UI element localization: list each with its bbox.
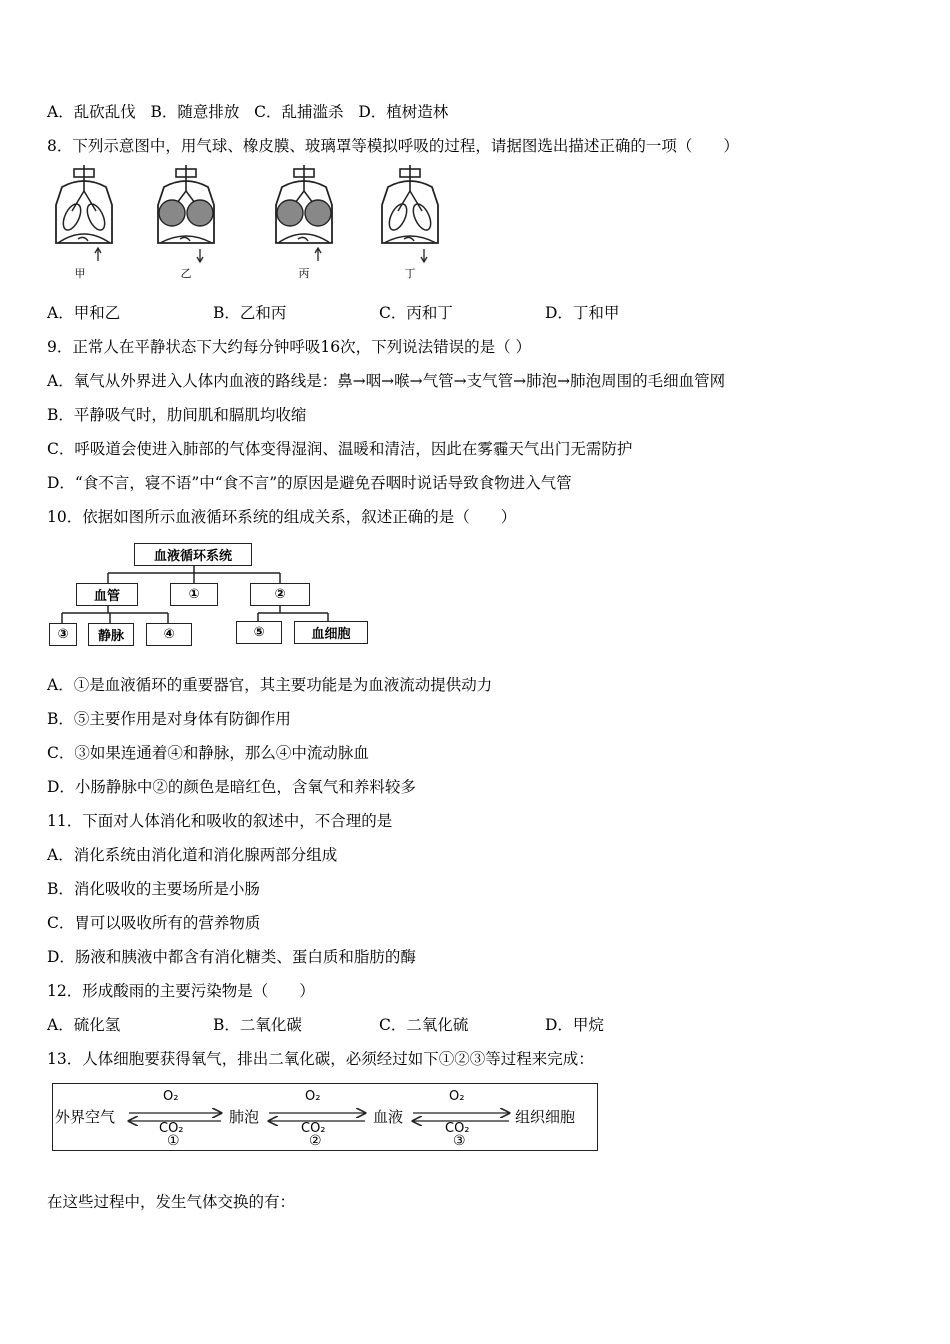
node-outside-air: 外界空气 — [55, 1108, 116, 1126]
step-3: ③ — [453, 1133, 466, 1149]
q12-options — [47, 1015, 604, 1035]
node-4: ④ — [146, 623, 192, 646]
q13-gas-exchange-diagram — [52, 1083, 598, 1151]
q10-circulatory-diagram — [46, 537, 378, 653]
q7-option-a[interactable]: A．乱砍乱伐 — [47, 103, 136, 121]
q8-option-d[interactable]: D．丁和甲 — [545, 304, 620, 322]
node-circulatory-system: 血液循环系统 — [134, 543, 252, 566]
node-5: ⑤ — [236, 621, 282, 644]
q11-option-a[interactable]: A．消化系统由消化道和消化腺两部分组成 — [47, 846, 338, 864]
o2-label-3: O₂ — [449, 1089, 465, 1104]
node-3: ③ — [49, 623, 77, 646]
co2-label-3: CO₂ — [445, 1121, 470, 1136]
q9-option-d[interactable]: D．“食不言，寝不语”中“食不言”的原因是避免吞咽时说话导致食物进入气管 — [47, 474, 572, 492]
q8-stem: 8．下列示意图中，用气球、橡皮膜、玻璃罩等模拟呼吸的过程，请据图选出描述正确的一项（ ） — [47, 137, 739, 155]
q12-option-c[interactable]: C．二氧化硫 — [379, 1016, 469, 1034]
q12-option-d[interactable]: D．甲烷 — [545, 1016, 604, 1034]
q9-stem: 9．正常人在平静状态下大约每分钟呼吸16次，下列说法错误的是（ ） — [47, 338, 532, 356]
node-blood-vessel: 血管 — [76, 583, 138, 606]
node-vein: 静脉 — [88, 623, 134, 646]
o2-label-2: O₂ — [305, 1089, 321, 1104]
q11-stem: 11．下面对人体消化和吸收的叙述中，不合理的是 — [47, 812, 393, 830]
q11-option-b[interactable]: B．消化吸收的主要场所是小肠 — [47, 880, 260, 898]
q7-option-c[interactable]: C．乱捕滥杀 — [254, 103, 344, 121]
q7-option-d[interactable]: D．植树造林 — [358, 103, 449, 121]
figure-label-jia: 甲 — [74, 267, 86, 280]
q10-option-b[interactable]: B．⑤主要作用是对身体有防御作用 — [47, 710, 291, 728]
figure-label-bing: 丙 — [298, 267, 310, 280]
q11-option-d[interactable]: D．肠液和胰液中都含有消化糖类、蛋白质和脂肪的酶 — [47, 948, 416, 966]
figure-label-yi: 乙 — [180, 267, 192, 280]
q8-option-b[interactable]: B．乙和丙 — [213, 304, 287, 322]
node-2: ② — [250, 583, 310, 606]
q8-option-a[interactable]: A．甲和乙 — [47, 304, 121, 322]
step-2: ② — [309, 1133, 322, 1149]
q8-bell-jar-figure — [44, 165, 464, 280]
q7-options — [47, 102, 448, 122]
node-1: ① — [170, 583, 218, 606]
q8-option-c[interactable]: C．丙和丁 — [379, 304, 453, 322]
figure-label-ding: 丁 — [404, 267, 416, 280]
node-blood-cells: 血细胞 — [294, 621, 368, 644]
q10-option-a[interactable]: A．①是血液循环的重要器官，其主要功能是为血液流动提供动力 — [47, 676, 493, 694]
q12-option-b[interactable]: B．二氧化碳 — [213, 1016, 302, 1034]
node-blood: 血液 — [373, 1108, 404, 1126]
q13-tail: 在这些过程中，发生气体交换的有： — [47, 1193, 296, 1211]
co2-label-1: CO₂ — [159, 1121, 184, 1136]
bell-jar-jia — [56, 165, 112, 261]
q10-option-d[interactable]: D．小肠静脉中②的颜色是暗红色，含氧气和养料较多 — [47, 778, 416, 796]
q10-option-c[interactable]: C．③如果连通着④和静脉，那么④中流动脉血 — [47, 744, 369, 762]
bell-jar-yi — [158, 165, 214, 262]
bell-jar-bing — [276, 165, 332, 261]
q12-stem: 12．形成酸雨的主要污染物是（ ） — [47, 982, 315, 1000]
q8-options — [47, 303, 619, 323]
bell-jar-ding — [382, 165, 438, 262]
q9-option-c[interactable]: C．呼吸道会使进入肺部的气体变得湿润、温暖和清洁，因此在雾霾天气出门无需防护 — [47, 440, 633, 458]
co2-label-2: CO₂ — [301, 1121, 326, 1136]
q9-option-b[interactable]: B．平静吸气时，肋间肌和膈肌均收缩 — [47, 406, 307, 424]
q13-stem: 13．人体细胞要获得氧气，排出二氧化碳，必须经过如下①②③等过程来完成： — [47, 1050, 594, 1068]
node-tissue-cells: 组织细胞 — [515, 1108, 576, 1126]
q7-option-b[interactable]: B．随意排放 — [150, 103, 240, 121]
q10-stem: 10．依据如图所示血液循环系统的组成关系，叙述正确的是（ ） — [47, 508, 517, 526]
q11-option-c[interactable]: C．胃可以吸收所有的营养物质 — [47, 914, 261, 932]
node-alveoli: 肺泡 — [229, 1108, 260, 1126]
step-1: ① — [167, 1133, 180, 1149]
q12-option-a[interactable]: A．硫化氢 — [47, 1016, 121, 1034]
o2-label-1: O₂ — [163, 1089, 179, 1104]
q9-option-a[interactable]: A．氧气从外界进入人体内血液的路线是：鼻→咽→喉→气管→支气管→肺泡→肺泡周围的毛细血管网 — [47, 372, 726, 390]
